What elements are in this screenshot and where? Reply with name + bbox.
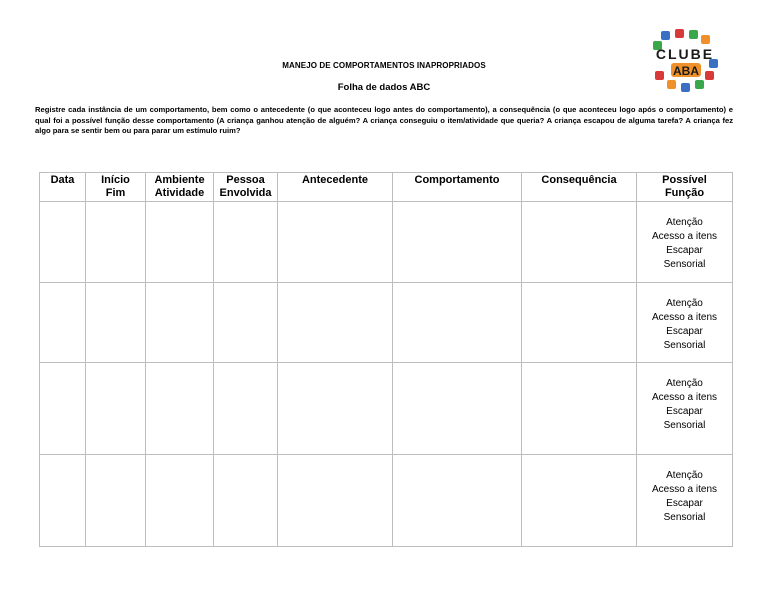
cell-ambiente-atividade[interactable] [146,455,214,547]
cell-data[interactable] [40,283,86,363]
cell-inicio-fim[interactable] [86,283,146,363]
cell-pessoa-envolvida[interactable] [214,202,278,283]
cell-comportamento[interactable] [393,202,522,283]
cell-comportamento[interactable] [393,283,522,363]
function-option-atencao: Atenção [666,217,703,228]
table-row [40,455,733,547]
cell-comportamento[interactable] [393,455,522,547]
cell-possivel-funcao[interactable] [637,283,733,363]
instructions-text: Registre cada instância de um comportamento, bem como o antecedente (o que aconteceu logo antes do comportamento), a consequência (o que aconteceu logo após o comportamento) e qual foi a possível função desse comportamento (A criança ganhou atenção de alguém? A criança conseguiu o item/atividade que queria? A criança escapou de alguma tarefa? A criança fez algo para se sentir bem ou para parar um estímulo ruim? [35,105,733,135]
logo-text-aba: ABA [673,64,699,78]
cell-possivel-funcao[interactable] [637,202,733,283]
function-option-acesso: Acesso a itens [651,231,718,242]
function-option-acesso: Acesso a itens [651,484,718,495]
cell-antecedente[interactable] [278,455,393,547]
function-option-sensorial: Sensorial [663,420,706,431]
column-header-possivel-funcao: Possível Função [637,173,733,202]
cell-inicio-fim[interactable] [86,202,146,283]
column-header-antecedente: Antecedente [278,173,393,202]
cell-pessoa-envolvida[interactable] [214,283,278,363]
cell-comportamento[interactable] [393,363,522,455]
cell-consequencia[interactable] [522,202,637,283]
cell-data[interactable] [40,455,86,547]
function-option-atencao: Atenção [666,470,703,481]
column-header-pessoa-envolvida: Pessoa Envolvida [214,173,278,202]
function-option-sensorial: Sensorial [663,259,706,270]
cell-ambiente-atividade[interactable] [146,283,214,363]
function-option-escapar: Escapar [666,498,703,509]
cell-possivel-funcao[interactable] [637,363,733,455]
cell-data[interactable] [40,202,86,283]
function-option-escapar: Escapar [666,245,703,256]
cell-data[interactable] [40,363,86,455]
cell-consequencia[interactable] [522,283,637,363]
cell-inicio-fim[interactable] [86,363,146,455]
table-row [40,283,733,363]
cell-ambiente-atividade[interactable] [146,202,214,283]
logo-graphic [645,27,725,95]
table-row [40,363,733,455]
function-option-sensorial: Sensorial [663,512,706,523]
function-option-sensorial: Sensorial [663,340,706,351]
cell-pessoa-envolvida[interactable] [214,363,278,455]
cell-antecedente[interactable] [278,363,393,455]
cell-ambiente-atividade[interactable] [146,363,214,455]
function-option-escapar: Escapar [666,326,703,337]
cell-possivel-funcao[interactable] [637,455,733,547]
column-header-inicio-fim: Início Fim [86,173,146,202]
function-option-atencao: Atenção [666,298,703,309]
function-option-escapar: Escapar [666,406,703,417]
logo-text-clube: CLUBE [655,46,715,62]
table-header-row [40,173,733,202]
function-option-atencao: Atenção [666,378,703,389]
column-header-ambiente-atividade: Ambiente Atividade [146,173,214,202]
function-option-acesso: Acesso a itens [651,312,718,323]
cell-antecedente[interactable] [278,202,393,283]
column-header-consequencia: Consequência [522,173,637,202]
function-option-acesso: Acesso a itens [651,392,718,403]
cell-antecedente[interactable] [278,283,393,363]
cell-inicio-fim[interactable] [86,455,146,547]
page-subtitle: Folha de dados ABC [337,82,431,93]
column-header-data: Data [40,173,86,202]
table-row [40,202,733,283]
cell-pessoa-envolvida[interactable] [214,455,278,547]
abc-data-table [39,172,733,547]
cell-consequencia[interactable] [522,455,637,547]
clube-aba-logo [645,27,725,95]
cell-consequencia[interactable] [522,363,637,455]
column-header-comportamento: Comportamento [393,173,522,202]
page-title: MANEJO DE COMPORTAMENTOS INAPROPRIADOS [282,61,486,70]
